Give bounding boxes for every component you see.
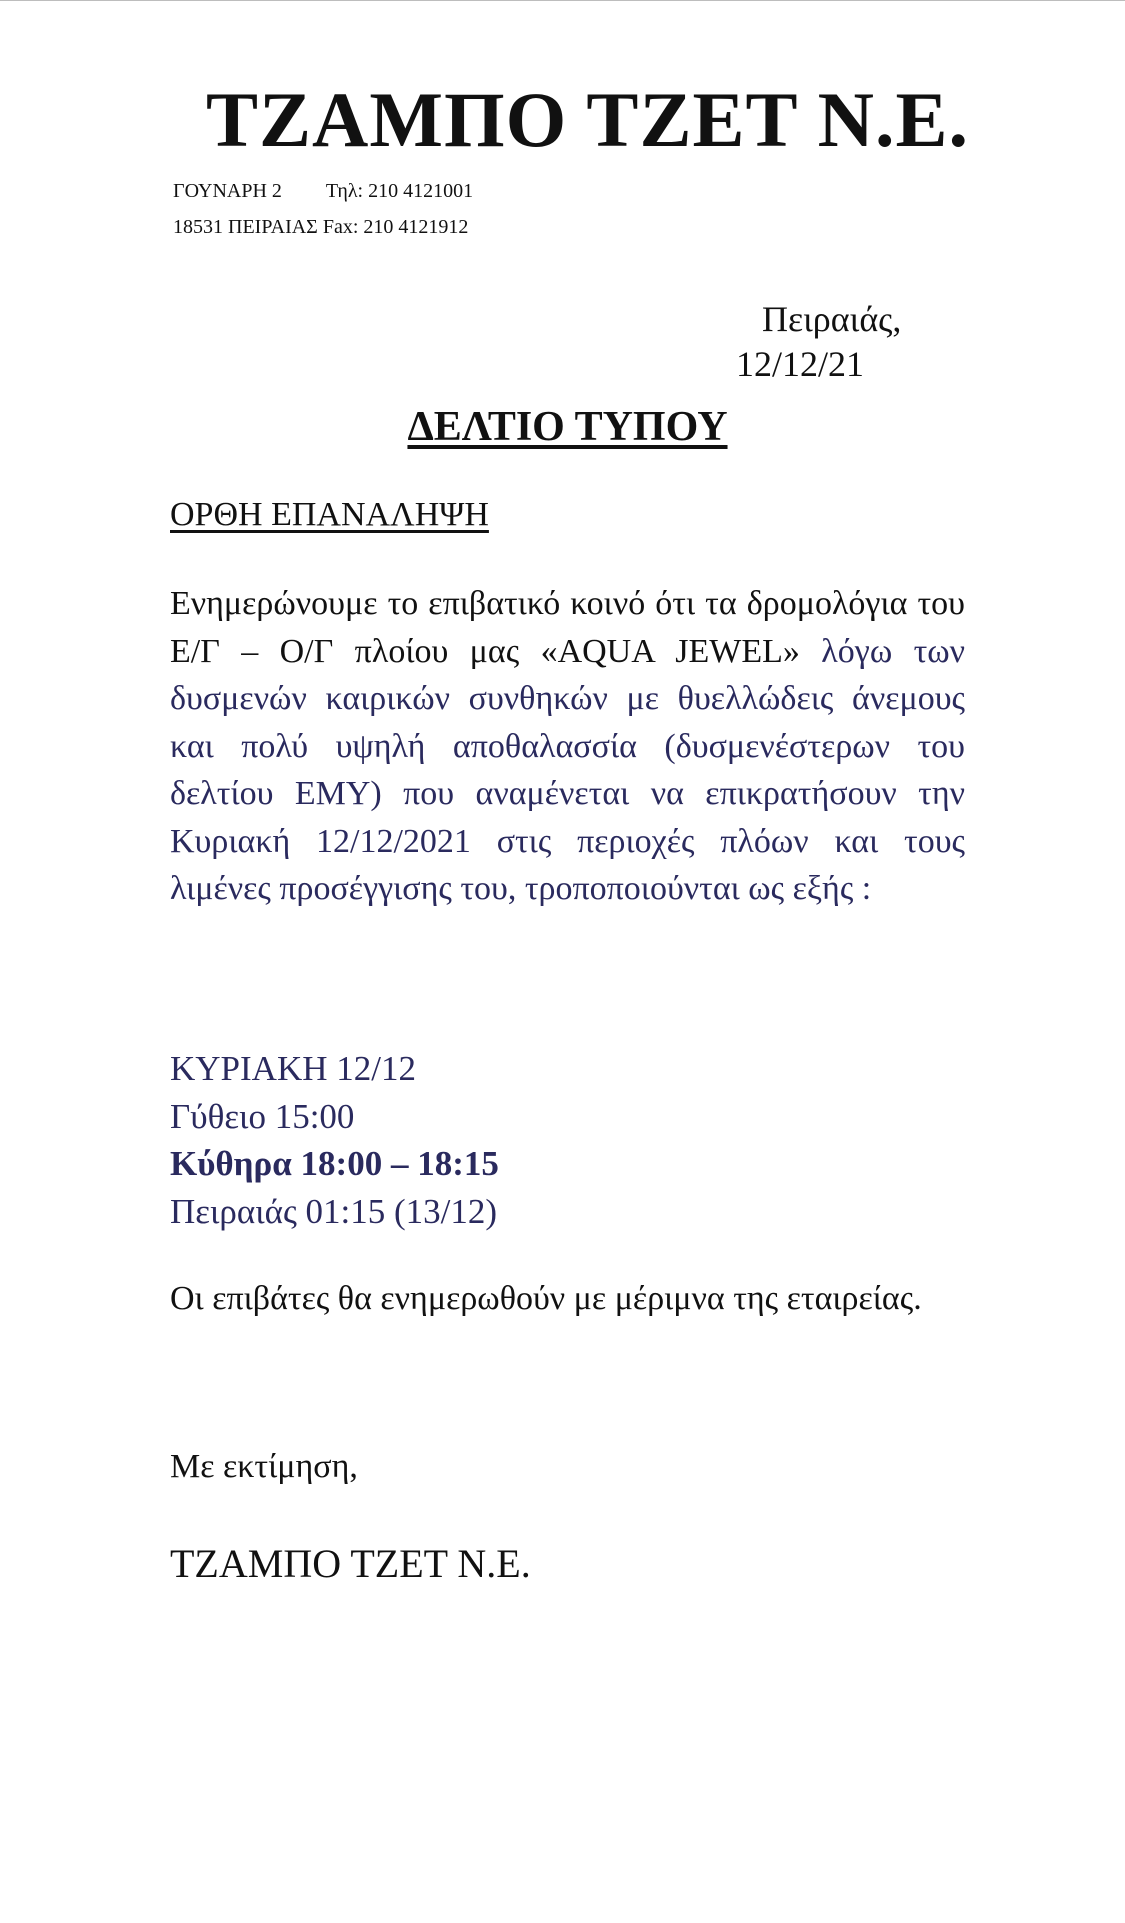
- document-title: ΔΕΛΤΙΟ ΤΥΠΟΥ: [407, 404, 728, 450]
- phone-number: Τηλ: 210 4121001: [325, 180, 474, 202]
- company-name-heading: ΤΖΑΜΠΟ ΤΖΕΤ Ν.Ε.: [206, 76, 969, 163]
- schedule-stop: Πειραιάς 01:15 (13/12): [170, 1191, 498, 1231]
- announcement-intro: Ενημερώνουμε το επιβατικό κοινό ότι τα δρομολόγια του Ε/Γ – Ο/Γ πλοίου μας «AQUA JEWEL»: [170, 585, 965, 670]
- fax-number: Fax: 210 4121912: [322, 216, 469, 238]
- closing-greeting: Με εκτίμηση,: [170, 1448, 358, 1485]
- contact-line-city: [173, 216, 468, 239]
- passenger-notice: Οι επιβάτες θα ενημερωθούν με μέριμνα της εταιρείας.: [170, 1280, 922, 1317]
- dateline-date: 12/12/21: [736, 344, 865, 384]
- dateline-place: Πειραιάς,: [762, 299, 902, 339]
- contact-line-street: [173, 180, 473, 203]
- schedule-stop-highlighted: Κύθηρα 18:00 – 18:15: [170, 1144, 499, 1183]
- announcement-detail: λόγω των δυσμενών καιρικών συνθηκών με θυελλώδεις άνεμους και πολύ υψηλή αποθαλασσία (δυσμενέστερων του δελτίου ΕΜΥ) που αναμένεται να επικρατήσουν την Κυριακή 12/12/2021 στις περιοχές πλόων και τους λιμένες προσέγγισης του, τροποποιούνται ως εξής :: [170, 632, 965, 907]
- announcement-paragraph: [170, 580, 965, 913]
- address-street: ΓΟΥΝΑΡΗ 2: [173, 180, 282, 202]
- schedule-block: [170, 1045, 965, 1235]
- schedule-day: ΚΥΡΙΑΚΗ 12/12: [170, 1049, 416, 1088]
- address-city: 18531 ΠΕΙΡΑΙΑΣ: [173, 216, 318, 238]
- repeat-label: ΟΡΘΗ ΕΠΑΝΑΛΗΨΗ: [170, 496, 489, 533]
- top-border: [0, 0, 1125, 1]
- signature-company: ΤΖΑΜΠΟ ΤΖΕΤ Ν.Ε.: [170, 1541, 531, 1586]
- schedule-stop: Γύθειο 15:00: [170, 1096, 355, 1136]
